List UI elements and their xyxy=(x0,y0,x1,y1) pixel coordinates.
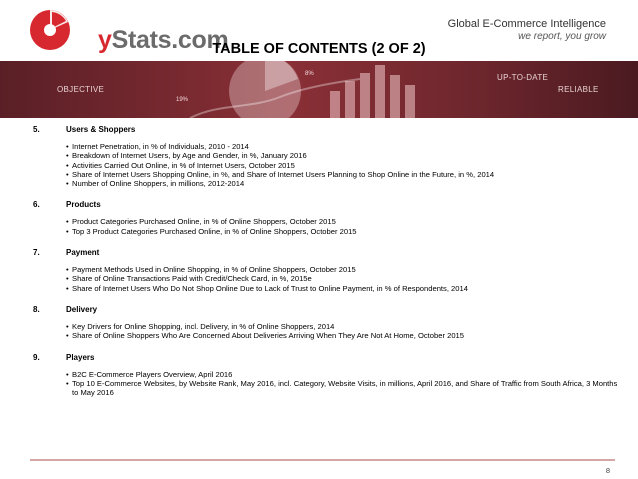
toc-item-text: Key Drivers for Online Shopping, incl. Delivery, in % of Online Shoppers, 2014 xyxy=(72,321,335,331)
section-heading[interactable] xyxy=(33,353,623,362)
section-heading[interactable] xyxy=(33,200,623,209)
bullet-icon: • xyxy=(66,321,69,331)
section-items xyxy=(33,142,623,188)
toc-section xyxy=(33,125,623,188)
bullet-icon: • xyxy=(66,151,69,161)
bullet-icon: • xyxy=(66,265,69,275)
toc-item-text: Share of Internet Users Shopping Online, in %, and Share of Internet Users Planning to Shop Online in the Future, in %, 2014 xyxy=(72,169,495,179)
bullet-icon: • xyxy=(66,217,69,227)
toc-content xyxy=(33,125,623,409)
toc-item[interactable] xyxy=(66,142,623,151)
toc-item-text: Product Categories Purchased Online, in % of Online Shoppers, October 2015 xyxy=(72,217,336,227)
header xyxy=(0,0,638,60)
toc-section xyxy=(33,248,623,293)
toc-item-text: Top 10 E-Commerce Websites, by Website Rank, May 2016, incl. Category, Website Visits, in millions, April 2016, and Share of Traffic from South Africa, 3 Months to May 2016 xyxy=(72,378,618,398)
toc-section xyxy=(33,305,623,341)
section-items xyxy=(33,217,623,236)
toc-item-text: Breakdown of Internet Users, by Age and Gender, in %, January 2016 xyxy=(72,151,307,161)
bullet-icon: • xyxy=(66,169,69,179)
bullet-icon: • xyxy=(66,142,69,151)
page-title: TABLE OF CONTENTS (2 OF 2) xyxy=(212,41,426,57)
banner-image xyxy=(0,61,638,118)
toc-item-text: Share of Online Transactions Paid with Credit/Check Card, in %, 2015e xyxy=(72,274,312,284)
section-title: Delivery xyxy=(66,304,98,314)
page-number: 8 xyxy=(605,466,610,475)
banner-label-objective: OBJECTIVE xyxy=(57,85,105,94)
toc-item-text: Share of Internet Users Who Do Not Shop Online Due to Lack of Trust to Online Payment, in % of Respondents, 2014 xyxy=(72,283,468,293)
brand-block xyxy=(448,18,606,42)
toc-item[interactable] xyxy=(66,379,623,398)
logo-text-rest: Stats.com xyxy=(111,26,229,54)
section-number: 6. xyxy=(33,200,40,210)
bullet-icon: • xyxy=(66,160,69,170)
banner-label-up-to-date: UP-TO-DATE xyxy=(497,73,549,82)
banner-label-reliable: RELIABLE xyxy=(558,85,599,94)
section-title: Players xyxy=(66,352,95,362)
toc-section xyxy=(33,353,623,398)
toc-section xyxy=(33,200,623,236)
bullet-icon: • xyxy=(66,378,69,388)
section-heading[interactable] xyxy=(33,305,623,314)
toc-item[interactable] xyxy=(66,322,623,331)
toc-item[interactable] xyxy=(66,274,623,283)
section-items xyxy=(33,370,623,398)
toc-item-text: Top 3 Product Categories Purchased Online, in % of Online Shoppers, October 2015 xyxy=(72,226,357,236)
brand-title: Global E-Commerce Intelligence xyxy=(447,18,606,30)
banner-chart-label-1: 19% xyxy=(176,97,189,103)
section-title: Users & Shoppers xyxy=(66,125,136,134)
banner-chart-label-2: 8% xyxy=(305,71,314,77)
bullet-icon: • xyxy=(66,179,69,189)
section-number: 7. xyxy=(33,248,40,258)
section-number: 5. xyxy=(33,125,40,134)
section-title: Products xyxy=(66,200,101,210)
toc-item[interactable] xyxy=(66,265,623,274)
section-number: 9. xyxy=(33,352,40,362)
toc-item[interactable] xyxy=(66,179,623,188)
toc-item-text: Number of Online Shoppers, in millions, 2012-2014 xyxy=(72,179,245,189)
toc-item[interactable] xyxy=(66,227,623,236)
bullet-icon: • xyxy=(66,226,69,236)
section-title: Payment xyxy=(66,248,100,258)
toc-item[interactable] xyxy=(66,284,623,293)
toc-item[interactable] xyxy=(66,217,623,226)
bullet-icon: • xyxy=(66,274,69,284)
footer-divider xyxy=(30,459,615,461)
toc-item[interactable] xyxy=(66,161,623,170)
bullet-icon: • xyxy=(66,369,69,379)
toc-item[interactable] xyxy=(66,151,623,160)
toc-item-text: Share of Online Shoppers Who Are Concerned About Deliveries Arriving When They Are Not At Home, October 2015 xyxy=(72,331,464,341)
toc-item[interactable] xyxy=(66,170,623,179)
bullet-icon: • xyxy=(66,331,69,341)
section-number: 8. xyxy=(33,304,40,314)
section-items xyxy=(33,265,623,293)
toc-item-text: Activities Carried Out Online, in % of Internet Users, October 2015 xyxy=(72,160,295,170)
section-heading[interactable] xyxy=(33,248,623,257)
bullet-icon: • xyxy=(66,283,69,293)
toc-item-text: Payment Methods Used in Online Shopping, in % of Online Shoppers, October 2015 xyxy=(72,265,356,275)
toc-item-text: Internet Penetration, in % of Individuals, 2010 - 2014 xyxy=(72,142,249,151)
logo-text-accent: y xyxy=(98,26,112,54)
toc-item[interactable] xyxy=(66,331,623,340)
brand-tagline: we report, you grow xyxy=(518,31,606,42)
section-items xyxy=(33,322,623,341)
toc-item[interactable] xyxy=(66,370,623,379)
toc-item-text: B2C E-Commerce Players Overview, April 2016 xyxy=(72,369,233,379)
section-heading[interactable] xyxy=(33,125,623,134)
